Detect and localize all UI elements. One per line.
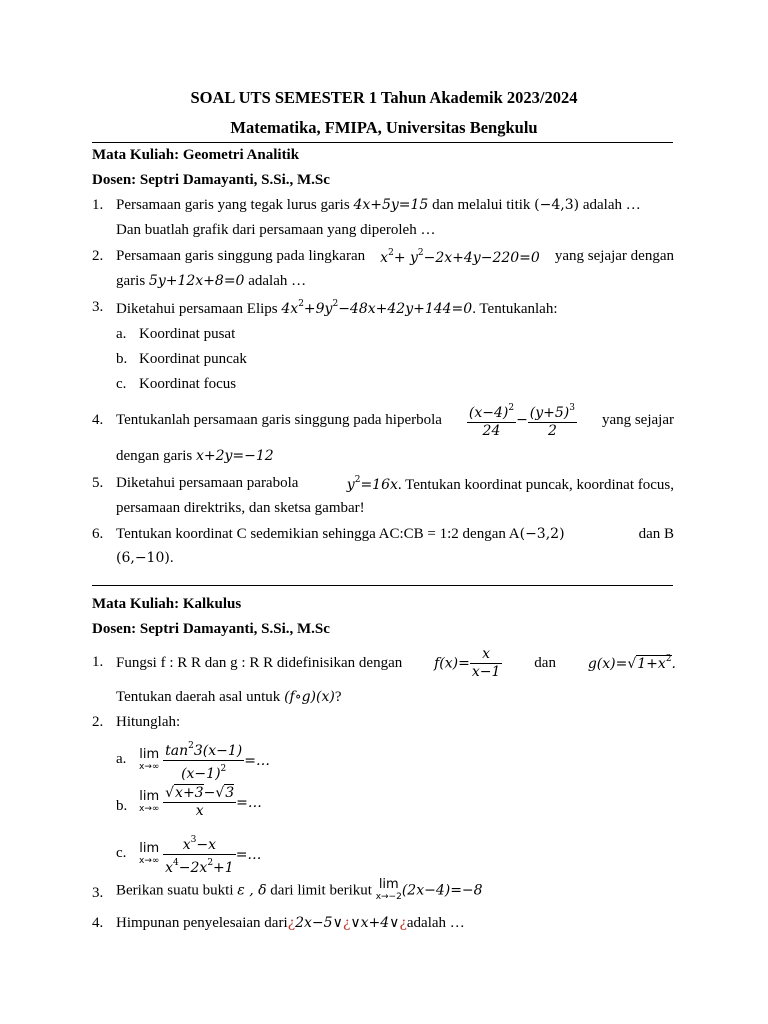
function-f: f(x)= $\frac{x}{x-1}$ [434, 645, 501, 680]
composition: (f∘g)(x) [284, 689, 335, 705]
question-text: Persamaan garis singgung pada lingkaran $x^2+ y^2-2x+4y-220=0$ yang sejajar dengan [116, 248, 674, 266]
list-item-label: c. [116, 376, 127, 392]
question-number: 2. [92, 248, 104, 264]
question-text: Tentukan daerah asal untuk (f∘g)(x)? [116, 689, 342, 705]
course-title-geometri: Mata Kuliah: Geometri Analitik [92, 147, 300, 163]
question-text: Himpunan penyelesaian dari¿2x−5∨¿∨x+4∨¿adalah … [116, 915, 465, 931]
exam-subtitle: Matematika, FMIPA, Universitas Bengkulu [230, 118, 538, 137]
circle-equation: $x^2+ y^2-2x+4y-220=0$ [380, 248, 540, 266]
question-text: garis 5y+12x+8=0 adalah … [116, 273, 307, 289]
question-number: 1. [92, 654, 104, 670]
question-number: 4. [92, 915, 104, 931]
limit-expression-b: lim x→∞ $\frac{√x+3-√3}{x}$ =… [139, 785, 262, 819]
question-text: persamaan direktriks, dan sketsa gambar! [116, 500, 365, 516]
limit-expression-c: lim x→∞ $\frac{x^3-x}{x^4-2x^2+1}$ =… [139, 832, 261, 877]
limit-expression-a: lim x→∞ $\frac{\tan^23(x-1)}{(x-1)^2}$ =… [139, 738, 270, 783]
question-number: 2. [92, 714, 104, 730]
point: (6,−10) [116, 550, 170, 566]
question-text: (6,−10). [116, 550, 174, 566]
point: (−4,3) [534, 197, 580, 213]
question-text: Tentukan koordinat C sedemikian sehingga AC:CB = 1:2 dengan A(−3,2) dan B [116, 526, 674, 542]
question-number: 4. [92, 412, 104, 428]
ellipse-equation: $4x^2+9y^2-48x+42y+144=0$ [281, 299, 473, 317]
question-text: Diketahui persamaan parabola $y^2=16x$. Tentukan koordinat puncak, koordinat focus, [116, 475, 674, 493]
question-text: Persamaan garis yang tegak lurus garis 4x+5y=15 dan melalui titik (−4,3) adalah … [116, 197, 641, 213]
list-item: Koordinat puncak [139, 351, 247, 367]
question-text: Diketahui persamaan Elips $4x^2+9y^2-48x+42y+144=0$. Tentukanlah: [116, 299, 558, 317]
equation: 4x+5y=15 [353, 197, 429, 213]
question-text: Dan buatlah grafik dari persamaan yang diperoleh … [116, 222, 436, 238]
header-divider [92, 142, 673, 143]
function-g: $g(x)=√1+x^2$. [587, 654, 676, 672]
question-number: 3. [92, 299, 104, 315]
question-number: 1. [92, 197, 104, 213]
question-text: Berikan suatu bukti ε , δ dari limit berikut lim x→−2 (2x−4)=−8 [116, 877, 483, 902]
list-item-label: c. [116, 845, 127, 861]
lecturer-name: Dosen: Septri Damayanti, S.Si., M.Sc [92, 172, 330, 188]
list-item-label: a. [116, 751, 127, 767]
lecturer-name: Dosen: Septri Damayanti, S.Si., M.Sc [92, 621, 330, 637]
equation: 5y+12x+8=0 [148, 273, 245, 289]
question-number: 5. [92, 475, 104, 491]
list-item-label: b. [116, 798, 128, 814]
point: (−3,2) [519, 526, 565, 542]
epsilon-delta: ε , δ [237, 882, 267, 899]
question-number: 6. [92, 526, 104, 542]
question-text: Fungsi f : R R dan g : R R didefinisikan dengan f(x)= $\frac{x}{x-1}$ dan $g(x)=√1+x^2$. [116, 645, 676, 680]
section-divider [92, 585, 673, 586]
list-item: Koordinat focus [139, 376, 237, 392]
hyperbola-equation: $\frac{(x-4)^2}{24}$ − $\frac{(y+5)^3}{2}$ [467, 400, 577, 440]
course-title-kalkulus: Mata Kuliah: Kalkulus [92, 596, 242, 612]
question-number: 3. [92, 885, 104, 901]
inequality-expression: ¿2x−5∨¿∨x+4∨¿ [287, 915, 407, 931]
question-text: Hitunglah: [116, 714, 181, 730]
equation: x+2y=−12 [195, 448, 274, 464]
question-text: Tentukanlah persamaan garis singgung pada hiperbola $\frac{(x-4)^2}{24}$ − $\frac{(y+5)^3}{2}$ yang sejajar [116, 400, 674, 440]
question-text: dengan garis x+2y=−12 [116, 448, 274, 464]
exam-title: SOAL UTS SEMESTER 1 Tahun Akademik 2023/2024 [190, 88, 578, 107]
list-item: Koordinat pusat [139, 326, 236, 342]
parabola-equation: $y^2=16x$ [346, 475, 398, 493]
list-item-label: b. [116, 351, 128, 367]
list-item-label: a. [116, 326, 127, 342]
